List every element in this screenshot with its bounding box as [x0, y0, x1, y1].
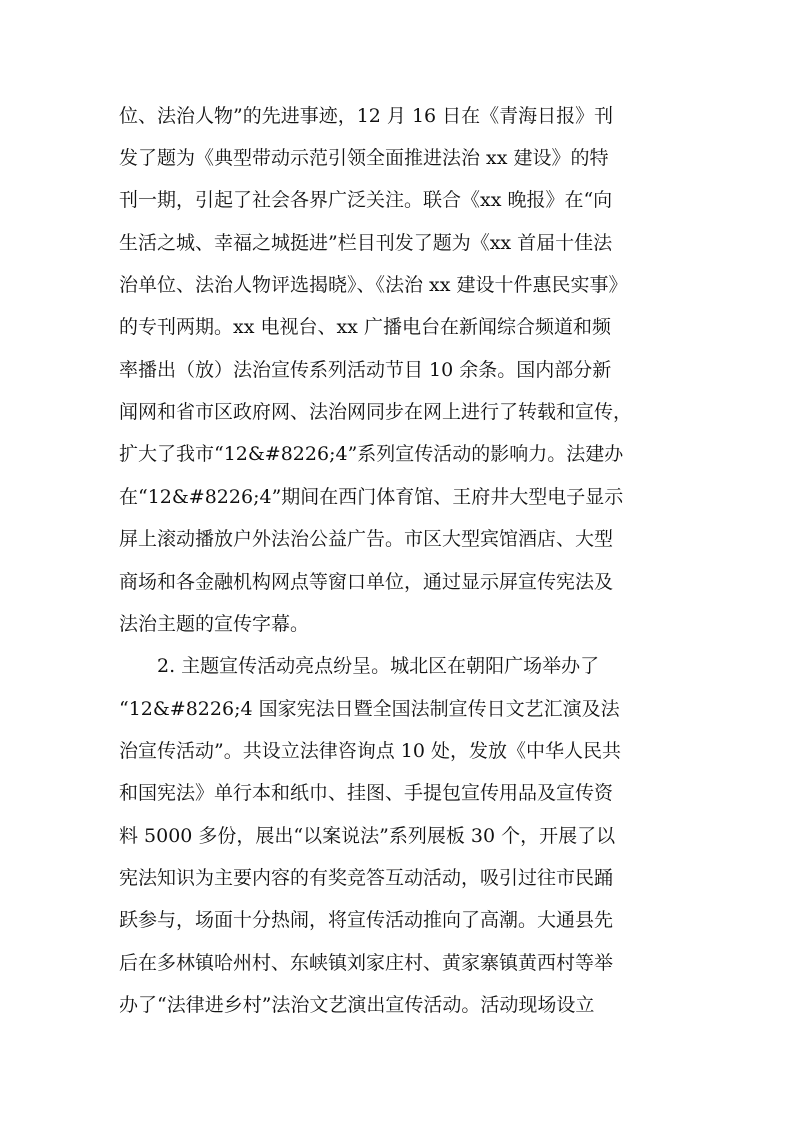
text-line: 发了题为《典型带动示范引领全面推进法治 xx 建设》的特: [119, 147, 609, 169]
text-line: 治单位、法治人物评选揭晓》、《法治 xx 建设十件惠民实事》: [119, 274, 628, 296]
text-line: 宪法知识为主要内容的有奖竞答互动活动，吸引过往市民踊: [119, 867, 614, 889]
text-line: 闻网和省市区政府网、法治网同步在网上进行了转载和宣传，: [119, 401, 633, 423]
text-line: 生活之城、幸福之城挺进”栏目刊发了题为《xx 首届十佳法: [119, 232, 613, 254]
text-line: 在“12&#8226;4”期间在西门体育馆、王府井大型电子显示: [119, 486, 624, 508]
text-line: 率播出（放）法治宣传系列活动节目 10 余条。国内部分新: [119, 359, 612, 381]
text-line: 和国宪法》单行本和纸巾、挂图、手提包宣传用品及宣传资: [119, 782, 614, 804]
text-line: 扩大了我市“12&#8226;4”系列宣传活动的影响力。法建办: [119, 443, 624, 465]
text-line: 屏上滚动播放户外法治公益广告。市区大型宾馆酒店、大型: [119, 528, 614, 550]
text-line: 刊一期，引起了社会各界广泛关注。联合《xx 晚报》在“向: [119, 189, 613, 211]
text-line: “12&#8226;4 国家宪法日暨全国法制宣传日文艺汇演及法: [119, 698, 620, 720]
text-line: 跃参与，场面十分热闹，将宣传活动推向了高潮。大通县先: [119, 909, 614, 931]
text-line: 法治主题的宣传字幕。: [119, 613, 310, 635]
text-line: 办了“法律进乡村”法治文艺演出宣传活动。活动现场设立: [119, 994, 595, 1016]
paragraph-first-line: 2. 主题宣传活动亮点纷呈。城北区在朝阳广场举办了: [157, 655, 600, 677]
text-line: 商场和各金融机构网点等窗口单位，通过显示屏宣传宪法及: [119, 571, 614, 593]
text-line: 的专刊两期。xx 电视台、xx 广播电台在新闻综合频道和频: [119, 316, 611, 338]
text-line: 治宣传活动”。共设立法律咨询点 10 处，发放《中华人民共: [119, 740, 621, 762]
text-line: 后在多林镇哈州村、东峡镇刘家庄村、黄家寨镇黄西村等举: [119, 952, 614, 974]
text-line: 位、法治人物”的先进事迹，12 月 16 日在《青海日报》刊: [119, 105, 614, 127]
text-line: 料 5000 多份，展出“以案说法”系列展板 30 个，开展了以: [119, 825, 616, 847]
